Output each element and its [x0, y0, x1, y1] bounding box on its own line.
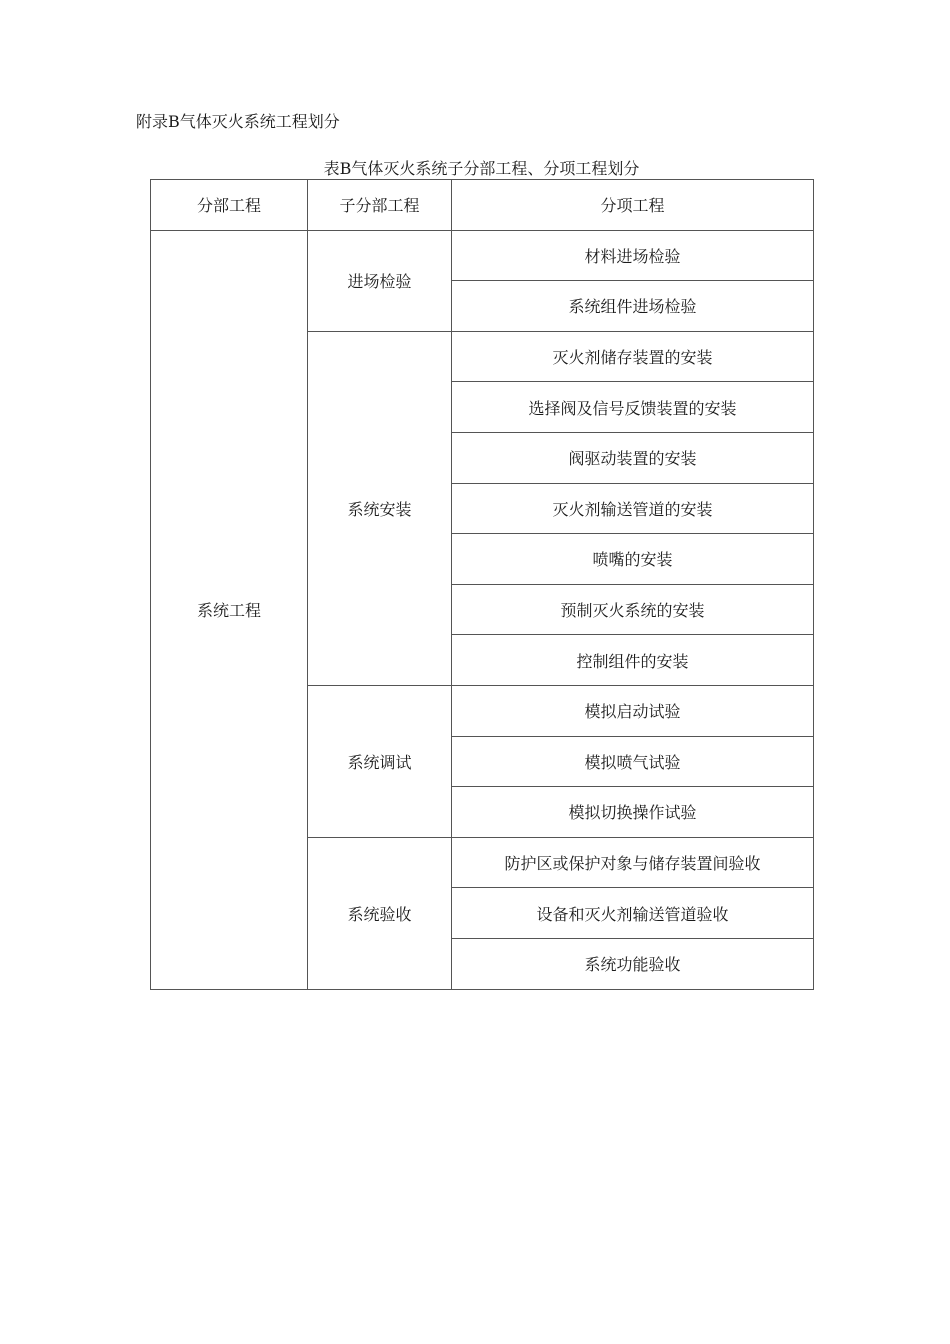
item-cell: 选择阀及信号反馈装置的安装 — [452, 382, 814, 433]
sub-division-cell: 进场检验 — [308, 230, 452, 331]
appendix-title: 附录B气体灭火系统工程划分 — [136, 112, 340, 131]
item-cell: 预制灭火系统的安装 — [452, 584, 814, 635]
division-table — [150, 179, 814, 990]
header-division: 分部工程 — [151, 180, 308, 231]
item-cell: 模拟喷气试验 — [452, 736, 814, 787]
item-cell: 模拟启动试验 — [452, 685, 814, 736]
item-cell: 模拟切换操作试验 — [452, 787, 814, 838]
table-caption: 表B气体灭火系统子分部工程、分项工程划分 — [323, 159, 640, 178]
division-cell: 系统工程 — [151, 230, 308, 989]
item-cell: 系统功能验收 — [452, 938, 814, 989]
item-cell: 防护区或保护对象与储存装置间验收 — [452, 837, 814, 888]
header-item: 分项工程 — [452, 180, 814, 231]
header-sub-division: 子分部工程 — [308, 180, 452, 231]
item-cell: 材料进场检验 — [452, 230, 814, 281]
table-header-row — [151, 180, 814, 231]
item-cell: 系统组件进场检验 — [452, 281, 814, 332]
item-cell: 阀驱动装置的安装 — [452, 432, 814, 483]
sub-division-cell: 系统验收 — [308, 837, 452, 989]
item-cell: 喷嘴的安装 — [452, 534, 814, 585]
item-cell: 控制组件的安装 — [452, 635, 814, 686]
item-cell: 灭火剂输送管道的安装 — [452, 483, 814, 534]
sub-division-cell: 系统调试 — [308, 685, 452, 837]
table-row — [151, 230, 814, 281]
item-cell: 设备和灭火剂输送管道验收 — [452, 888, 814, 939]
item-cell: 灭火剂储存装置的安装 — [452, 331, 814, 382]
sub-division-cell: 系统安装 — [308, 331, 452, 685]
